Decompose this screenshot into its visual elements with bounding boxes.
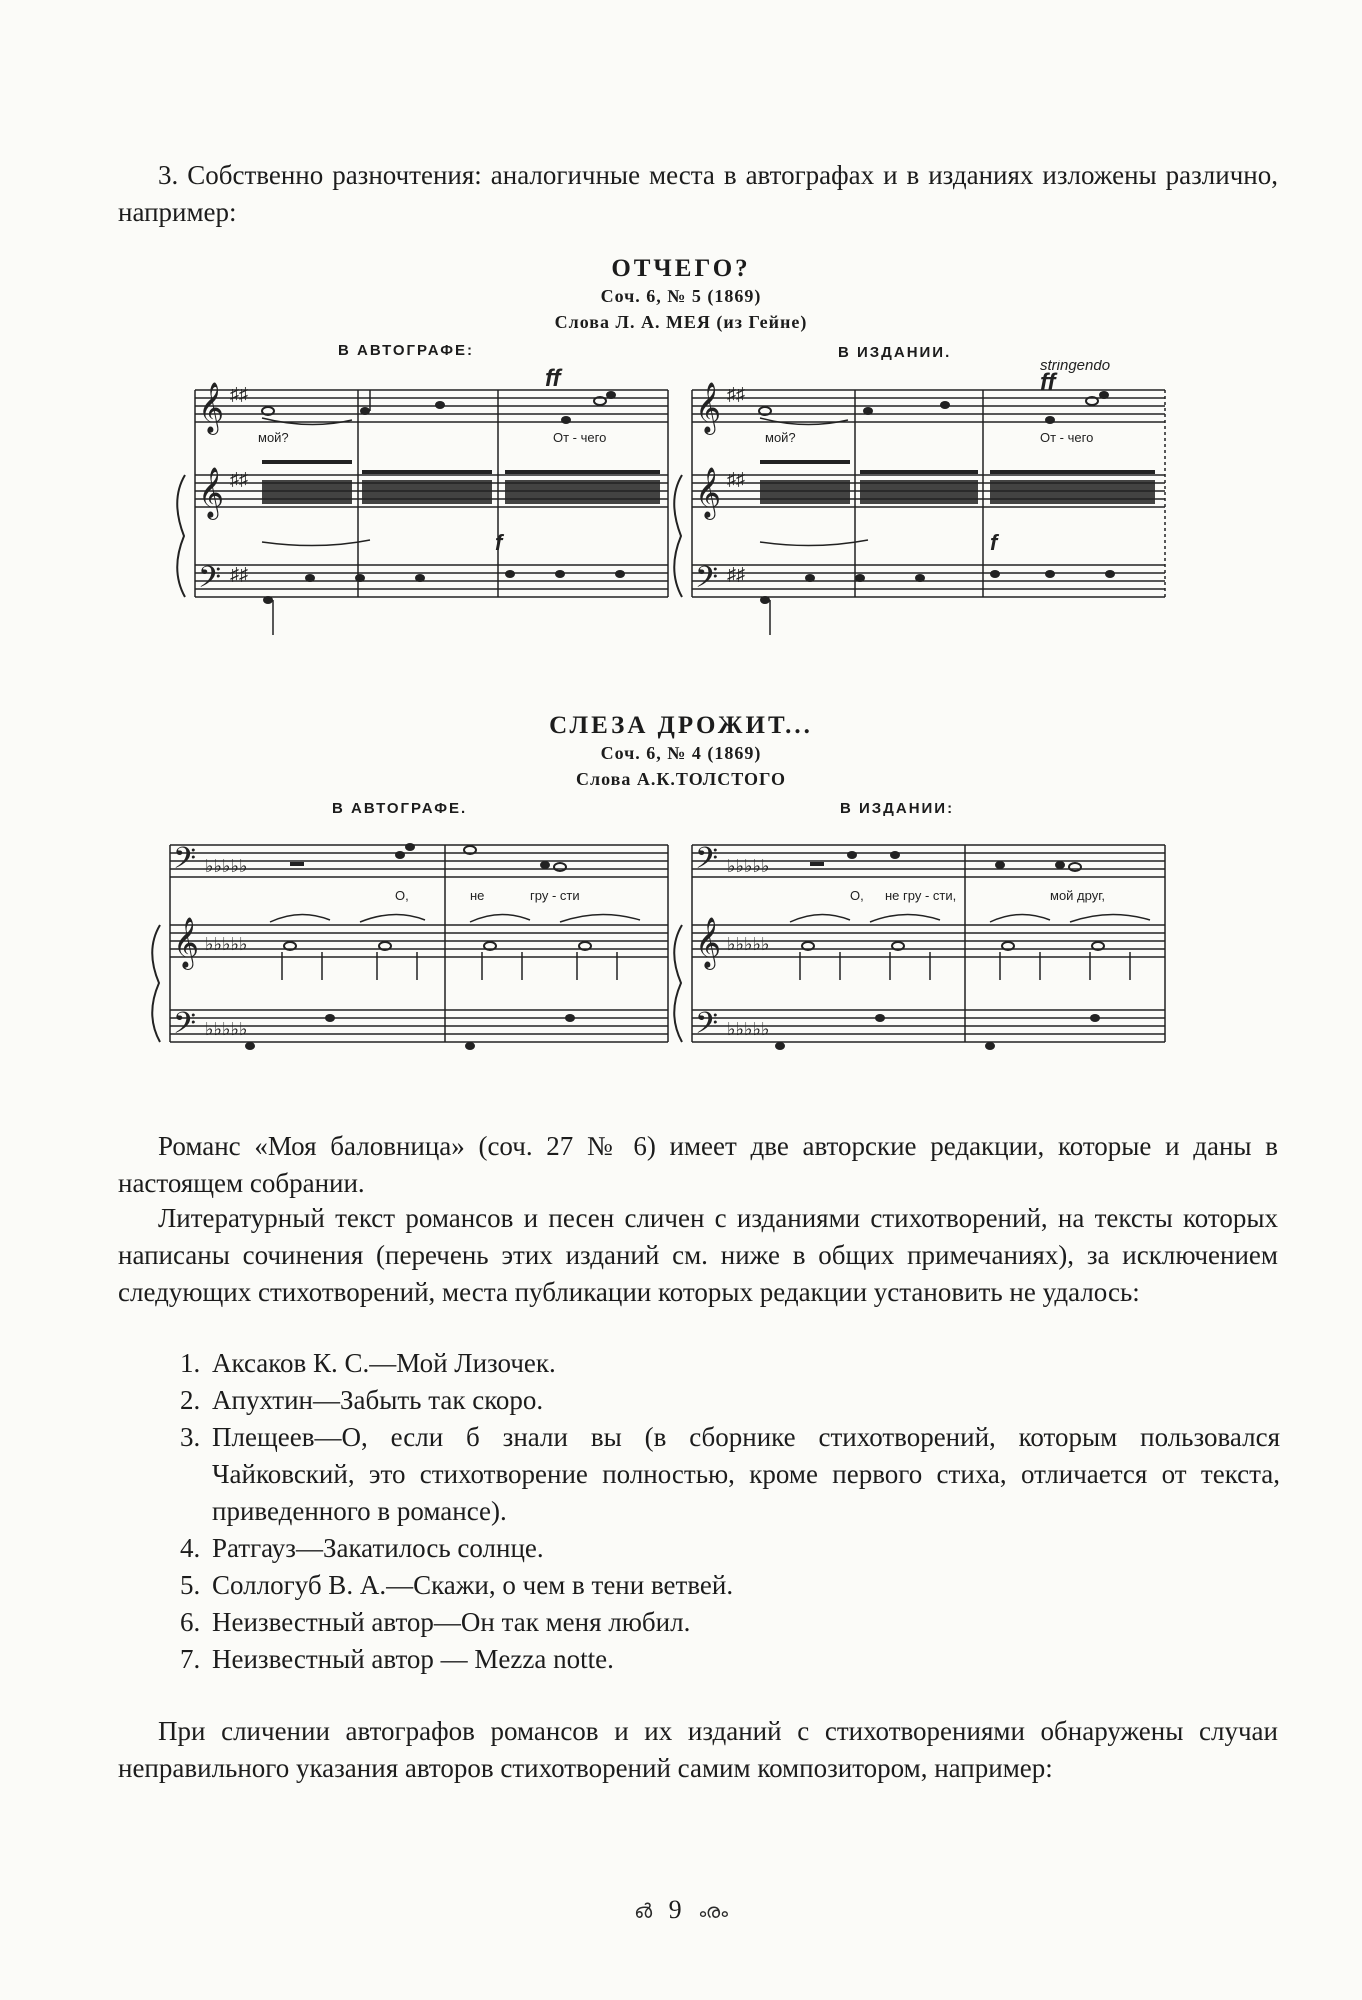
svg-text:♭♭♭♭♭: ♭♭♭♭♭ [727,856,770,876]
list-item: 6. Неизвестный автор—Он так меня любил. [180,1607,691,1637]
example2-words: Слова А.К.ТОЛСТОГО [576,769,786,789]
ex2-left-lyric-1: О, [395,888,409,903]
ex1-right-voice-staff [692,390,1165,422]
bass-clef-icon: 𝄢 [173,1006,197,1047]
bass-clef-icon: 𝄢 [695,1006,719,1047]
example2-label-edition: В ИЗДАНИИ: [840,800,955,817]
bass-clef-icon: 𝄢 [695,841,719,882]
svg-text:♯♯: ♯♯ [727,564,745,584]
ex1-right-lyric-1: мой? [765,430,796,445]
ex2-right-lyric-3: мой друг, [1050,888,1105,903]
list-item: 3. Плещеев—О, если б знали вы (в сборнике стихотворений, которым пользовался Чайковский, это стихотворение полностью, кроме первого стиха, отличается от текста, приведенного в романсе). [180,1422,1280,1526]
ex2-left-lyric-2: не [470,888,485,903]
example1-words: Слова Л. А. МЕЯ (из Гейне) [554,312,808,332]
svg-text:♭♭♭♭♭: ♭♭♭♭♭ [205,856,248,876]
example1-score [0,360,1362,650]
intro-paragraph: 3. Собственно разночтения: аналогичные места в автографах и в изданиях изложены различно, например: [118,160,1278,227]
ex2-right-lyric-1: О, [850,888,864,903]
treble-clef-icon: 𝄞 [173,918,200,967]
svg-text:♭♭♭♭♭: ♭♭♭♭♭ [727,1019,770,1039]
treble-clef-icon: 𝄞 [695,918,722,967]
ex2-left-lyric-3: гру - сти [530,888,580,903]
ex1-left-lyric-2: От - чего [553,430,607,445]
ex1-left-dyn-ff: ff [545,365,561,392]
treble-clef-icon: 𝄞 [695,468,722,517]
ornament-right-icon: ൟ [698,1901,728,1923]
svg-text:♭♭♭♭♭: ♭♭♭♭♭ [727,934,770,954]
treble-clef-icon: 𝄞 [695,383,722,432]
ex1-left-dyn-f: f [495,530,503,555]
example2-title: СЛЕЗА ДРОЖИТ... [549,712,813,739]
ex1-right-dyn-ff: ff [1040,369,1056,396]
example1-opus: Соч. 6, № 5 (1869) [600,286,762,306]
list-item: 7. Неизвестный автор — Mezza notte. [180,1644,614,1674]
treble-clef-icon: 𝄞 [198,383,225,432]
ex1-left-piano-bass [195,565,668,597]
example1-label-edition: В ИЗДАНИИ. [838,344,952,361]
ex1-right-piano-bass [692,565,1165,597]
page-footer [0,1895,1362,1925]
paragraph-literary-text: Литературный текст романсов и песен сличен с изданиями стихотворений, на тексты которых написаны сочинения (перечень этих изданий см. ниже в общих примечаниях), за исключением следующих стихотворений, места публикации которых редакции установить не удалось: [118,1203,1278,1307]
ex1-right-tempo: stringendo [1040,360,1111,374]
example1-label-autograph: В АВТОГРАФЕ: [338,342,475,359]
example1-title: ОТЧЕГО? [611,255,751,282]
treble-clef-icon: 𝄞 [198,468,225,517]
ex2-right-lyric-2: не гру - сти, [885,888,957,903]
svg-text:♯♯: ♯♯ [230,564,248,584]
page-number: 9 [668,1895,682,1924]
ex1-left-treble-chords [262,460,660,504]
paragraph-authorship: При сличении автографов романсов и их изданий с стихотворениями обнаружены случаи неправильного указания авторов стихотворений самим композитором, например: [118,1716,1278,1783]
list-item: 1. Аксаков К. С.—Мой Лизочек. [180,1348,556,1378]
ex1-right-treble-chords [760,460,1155,504]
ex1-left-lyric-1: мой? [258,430,289,445]
svg-text:♭♭♭♭♭: ♭♭♭♭♭ [205,934,248,954]
ex1-left-voice-staff [195,390,668,422]
svg-text:♯♯: ♯♯ [727,469,745,489]
example2-heading [0,712,1362,792]
ex1-right-lyric-2: От - чего [1040,430,1094,445]
list-item: 4. Ратгауз—Закатилось солнце. [180,1533,544,1563]
bass-clef-icon: 𝄢 [198,560,222,601]
svg-text:♭♭♭♭♭: ♭♭♭♭♭ [205,1019,248,1039]
example1-heading [0,255,1362,335]
example2-score [0,820,1362,1065]
unidentified-poems-list [180,1345,1280,1678]
list-item: 2. Апухтин—Забыть так скоро. [180,1385,544,1415]
list-item: 5. Соллогуб В. А.—Скажи, о чем в тени ветвей. [180,1570,734,1600]
ornament-left-icon: ൴ [634,1901,653,1923]
bass-clef-icon: 𝄢 [695,560,719,601]
svg-text:♯♯: ♯♯ [230,384,248,404]
bass-clef-icon: 𝄢 [173,841,197,882]
paragraph-romance: Романс «Моя баловница» (соч. 27 № 6) имеет две авторские редакции, которые и даны в настоящем собрании. [118,1131,1278,1198]
example2-label-autograph: В АВТОГРАФЕ. [332,800,468,817]
svg-text:♯♯: ♯♯ [727,384,745,404]
svg-text:♯♯: ♯♯ [230,469,248,489]
ex1-right-dyn-f: f [990,530,998,555]
example2-opus: Соч. 6, № 4 (1869) [600,743,762,763]
